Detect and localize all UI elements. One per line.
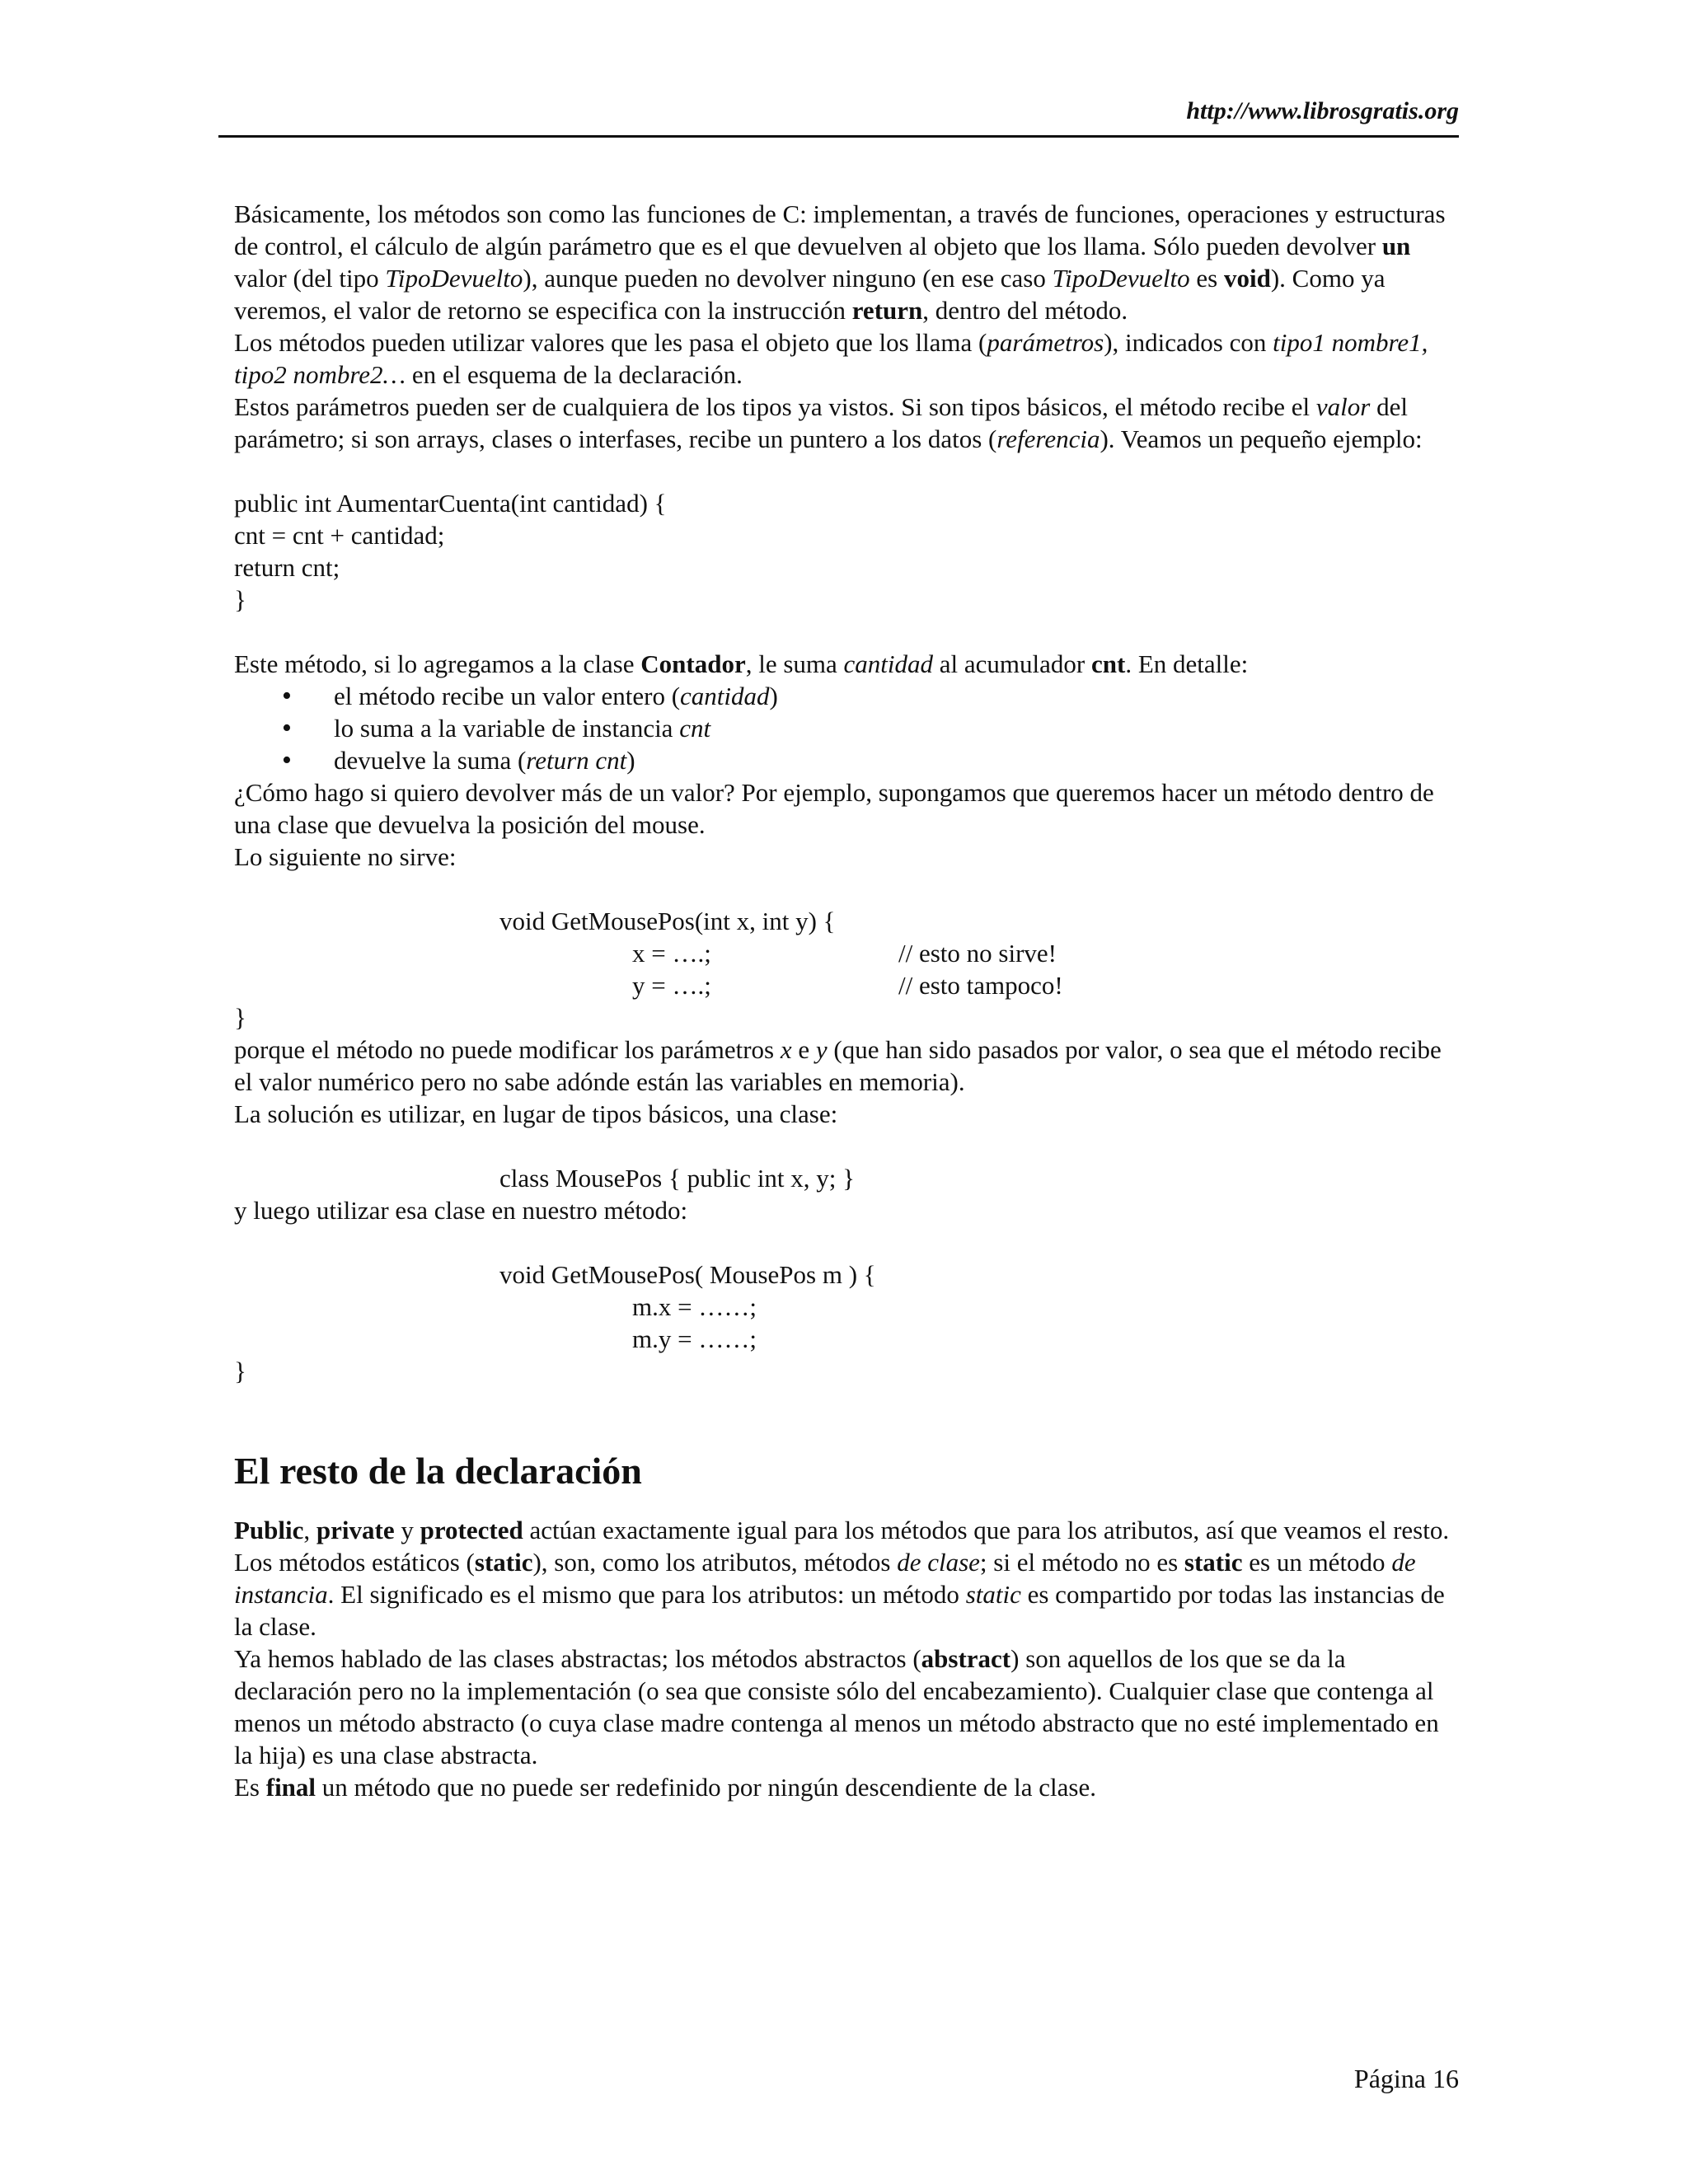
code-line: } bbox=[234, 1003, 246, 1032]
code-line: public int AumentarCuenta(int cantidad) { bbox=[234, 489, 667, 518]
paragraph-static: Los métodos estáticos (static), son, como los atributos, métodos de clase; si el método no es static es un método de instancia. El significado es el mismo que para los atributos: un método static es compartido por todas las instancias de la clase. bbox=[234, 1548, 1445, 1641]
code-block-getmousepos-wrong bbox=[234, 905, 1462, 1033]
spacer bbox=[234, 1130, 1462, 1162]
code-line: m.y = ……; bbox=[632, 1324, 757, 1353]
paragraph-final: Es final un método que no puede ser redefinido por ningún descendiente de la clase. bbox=[234, 1773, 1096, 1802]
code-line: void GetMousePos(int x, int y) { bbox=[499, 907, 836, 935]
code-line: } bbox=[234, 585, 246, 614]
paragraph-multiple-values: ¿Cómo hago si quiero devolver más de un valor? Por ejemplo, supongamos que queremos hacer un método dentro de una clase que devuelva la posición del mouse. bbox=[234, 778, 1434, 839]
spacer bbox=[234, 1496, 1462, 1514]
page-number: Página 16 bbox=[1353, 2064, 1459, 2093]
code-line: m.x = ……; bbox=[632, 1292, 757, 1321]
detail-list bbox=[234, 680, 1462, 776]
code-comment: // esto no sirve! bbox=[898, 939, 1057, 968]
paragraph-parameter-types: Estos parámetros pueden ser de cualquiera de los tipos ya vistos. Si son tipos básicos, el método recibe el valor del parámetro; si son arrays, clases o interfases, recibe un puntero a los datos (referencia). Veamos un pequeño ejemplo: bbox=[234, 392, 1423, 453]
code-comment: // esto tampoco! bbox=[898, 971, 1063, 1000]
list-item: • lo suma a la variable de instancia cnt bbox=[234, 712, 1462, 744]
code-block-getmousepos-right bbox=[234, 1258, 1462, 1387]
paragraph-solution: La solución es utilizar, en lugar de tipos básicos, una clase: bbox=[234, 1099, 838, 1128]
code-line: } bbox=[234, 1357, 246, 1385]
section-heading: El resto de la declaración bbox=[234, 1450, 642, 1492]
paragraph-access-modifiers: Public, private y protected actúan exactamente igual para los métodos que para los atributos, así que veamos el resto. bbox=[234, 1516, 1450, 1544]
paragraph-parameters: Los métodos pueden utilizar valores que les pasa el objeto que los llama (parámetros), indicados con tipo1 nombre1, tipo2 nombre2… en el esquema de la declaración. bbox=[234, 328, 1428, 389]
header-rule bbox=[218, 135, 1459, 138]
code-line: x = ….; // esto no sirve! bbox=[632, 939, 1057, 968]
code-block-aumentar-cuenta bbox=[234, 487, 1462, 616]
paragraph-use-class: y luego utilizar esa clase en nuestro método: bbox=[234, 1196, 688, 1225]
paragraph-not-working: Lo siguiente no sirve: bbox=[234, 842, 457, 871]
code-line: return cnt; bbox=[234, 553, 340, 582]
paragraph-contador: Este método, si lo agregamos a la clase Contador, le suma cantidad al acumulador cnt. En detalle: bbox=[234, 649, 1249, 678]
code-line: cnt = cnt + cantidad; bbox=[234, 521, 445, 550]
paragraph-abstract: Ya hemos hablado de las clases abstractas; los métodos abstractos (abstract) son aquellos de los que se da la declaración pero no la implementación (o sea que consiste sólo del encabezamiento). Cualquier clase que contenga al menos un método abstracto (o cuya clase madre contenga al menos un método abstracto que no esté implementado en la hija) es una clase abstracta. bbox=[234, 1644, 1439, 1769]
spacer bbox=[234, 873, 1462, 905]
paragraph-explanation: porque el método no puede modificar los parámetros x e y (que han sido pasados por valor, o sea que el método recibe el valor numérico pero no sabe adónde están las variables en memoria). bbox=[234, 1035, 1442, 1096]
spacer bbox=[234, 1387, 1462, 1446]
header-url: http://www.librosgratis.org bbox=[1186, 97, 1459, 124]
list-item: • el método recibe un valor entero (cantidad) bbox=[234, 680, 1462, 712]
code-line: y = ….; // esto tampoco! bbox=[632, 971, 1063, 1000]
paragraph-methods-intro: Básicamente, los métodos son como las funciones de C: implementan, a través de funciones, operaciones y estructuras de control, el cálculo de algún parámetro que es el que devuelven al objeto que los llama. Sólo pueden devolver un valor (del tipo TipoDevuelto), aunque pueden no devolver ninguno (en ese caso TipoDevuelto es void). Como ya veremos, el valor de retorno se especifica con la instrucción return, dentro del método. bbox=[234, 199, 1446, 325]
code-line: void GetMousePos( MousePos m ) { bbox=[499, 1260, 876, 1289]
spacer bbox=[234, 1226, 1462, 1258]
page-content bbox=[234, 198, 1462, 1803]
spacer bbox=[234, 455, 1462, 487]
list-item: • devuelve la suma (return cnt) bbox=[234, 744, 1462, 776]
code-line-mousepos-class: class MousePos { public int x, y; } bbox=[499, 1164, 856, 1193]
spacer bbox=[234, 616, 1462, 648]
